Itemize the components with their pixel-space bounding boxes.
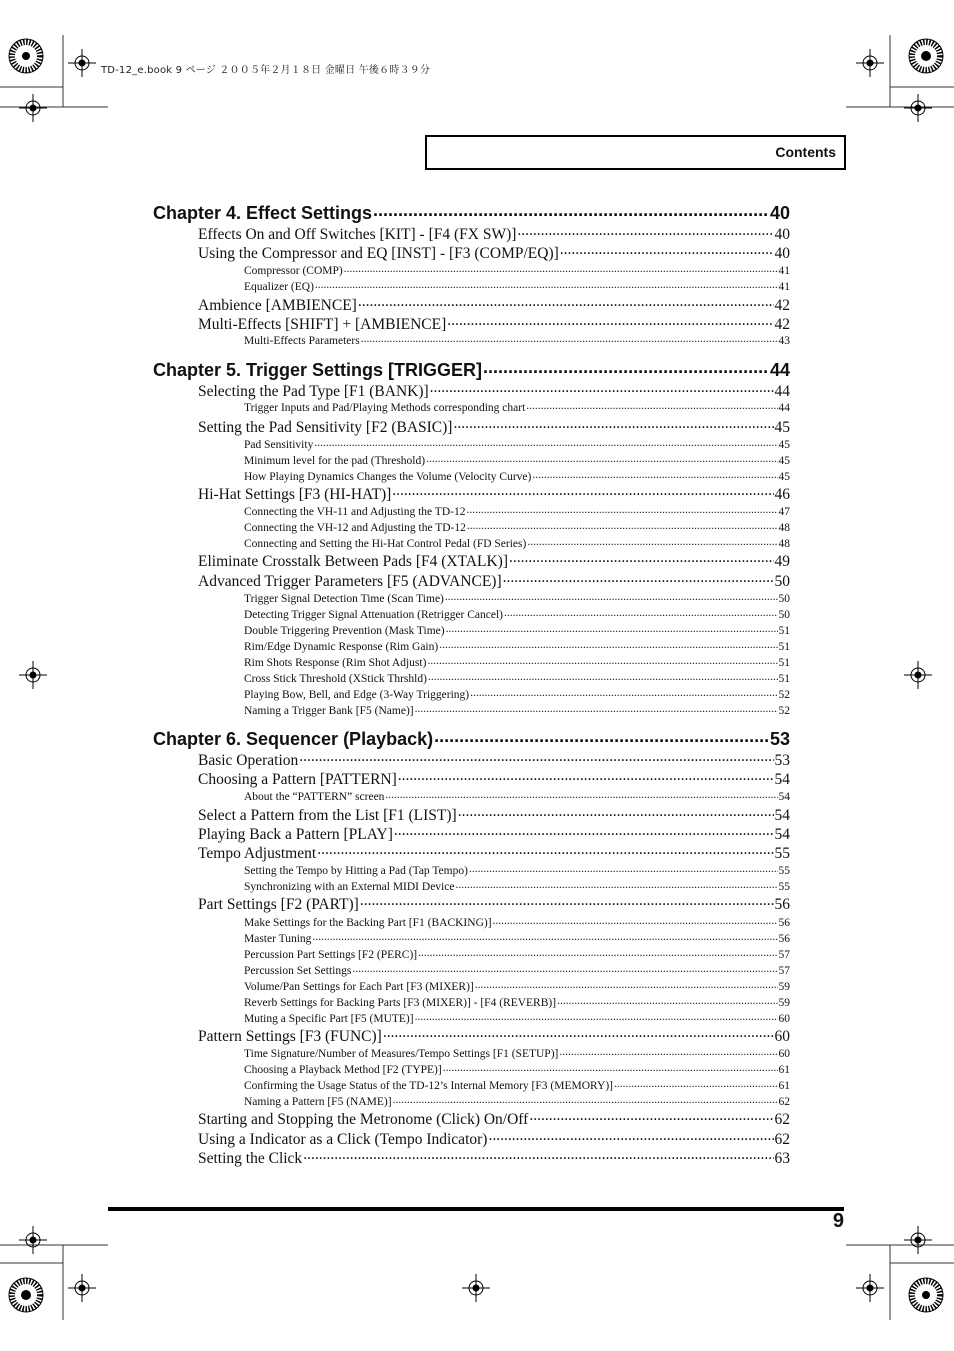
toc-subsection[interactable] <box>244 862 790 877</box>
toc-subsection[interactable] <box>244 1010 790 1025</box>
toc-dot-leader <box>373 201 769 219</box>
toc-entry-title: Using the Compressor and EQ [INST] - [F3 (COMP/EQ)] <box>198 244 559 262</box>
toc-entry-page: 59 <box>778 980 790 993</box>
toc-dot-leader <box>488 1128 773 1144</box>
toc-section[interactable] <box>198 570 790 591</box>
toc-section[interactable] <box>198 242 790 263</box>
toc-entry-page: 54 <box>774 825 790 843</box>
toc-subsection[interactable] <box>244 399 790 414</box>
toc-subsection[interactable] <box>244 978 790 993</box>
toc-entry-page: 62 <box>774 1130 790 1148</box>
toc-entry-title: Basic Operation <box>198 751 299 769</box>
toc-dot-leader <box>315 278 778 290</box>
toc-dot-leader <box>427 654 777 666</box>
toc-entry-title: Setting the Pad Sensitivity [F2 (BASIC)] <box>198 418 453 436</box>
toc-subsection[interactable] <box>244 1045 790 1060</box>
toc-subsection[interactable] <box>244 686 790 701</box>
toc-entry-page: 54 <box>774 806 790 824</box>
toc-dot-leader <box>352 962 777 974</box>
toc-subsection[interactable] <box>244 332 790 347</box>
toc-section[interactable] <box>198 768 790 789</box>
toc-dot-leader <box>527 535 777 547</box>
toc-entry-page: 42 <box>774 296 790 314</box>
toc-entry-page: 60 <box>778 1047 790 1060</box>
toc-dot-leader <box>509 550 774 566</box>
toc-entry-title: Equalizer (EQ) <box>244 280 314 293</box>
toc-entry-title: Synchronizing with an External MIDI Device <box>244 880 455 893</box>
toc-entry-title: Detecting Trigger Signal Attenuation (Retrigger Cancel) <box>244 608 504 621</box>
toc-dot-leader <box>317 842 773 858</box>
toc-entry-title: Minimum level for the pad (Threshold) <box>244 454 426 467</box>
toc-section[interactable] <box>198 313 790 334</box>
toc-entry-page: 63 <box>774 1149 790 1167</box>
toc-subsection[interactable] <box>244 962 790 977</box>
toc-dot-leader <box>312 930 777 942</box>
toc-entry-title: Part Settings [F2 (PART)] <box>198 895 359 913</box>
toc-dot-leader <box>469 862 778 874</box>
toc-section[interactable] <box>198 380 790 401</box>
toc-dot-leader <box>614 1077 777 1089</box>
sunburst-mark-top-right <box>909 39 943 73</box>
toc-entry-title: How Playing Dynamics Changes the Volume (Velocity Curve) <box>244 470 532 483</box>
toc-entry-page: 53 <box>769 729 790 749</box>
toc-section[interactable] <box>198 1128 790 1149</box>
toc-dot-leader <box>445 590 778 602</box>
toc-dot-leader <box>455 878 777 890</box>
toc-entry-page: 44 <box>778 401 790 414</box>
toc-entry-page: 41 <box>778 264 790 277</box>
toc-subsection[interactable] <box>244 262 790 277</box>
toc-entry-page: 40 <box>774 225 790 243</box>
toc-dot-leader <box>557 994 777 1006</box>
toc-subsection[interactable] <box>244 468 790 483</box>
toc-dot-leader <box>393 1093 778 1105</box>
section-title: Contents <box>775 144 836 160</box>
toc-section[interactable] <box>198 823 790 844</box>
toc-dot-leader <box>426 452 777 464</box>
toc-dot-leader <box>434 727 769 745</box>
toc-entry-title: Starting and Stopping the Metronome (Click) On/Off <box>198 1110 529 1128</box>
toc-entry-title: Setting the Click <box>198 1149 303 1167</box>
toc-section[interactable] <box>198 223 790 244</box>
toc-entry-page: 57 <box>778 948 790 961</box>
toc-subsection[interactable] <box>244 930 790 945</box>
toc-dot-leader <box>430 380 774 396</box>
toc-section[interactable] <box>198 749 790 770</box>
toc-dot-leader <box>358 294 774 310</box>
toc-dot-leader <box>394 823 774 839</box>
toc-entry-page: 62 <box>774 1110 790 1128</box>
toc-entry-title: Connecting the VH-12 and Adjusting the TD-12 <box>244 521 466 534</box>
toc-dot-leader <box>428 670 778 682</box>
toc-subsection[interactable] <box>244 914 790 929</box>
toc-entry-title: Percussion Part Settings [F2 (PERC)] <box>244 948 418 961</box>
toc-subsection[interactable] <box>244 1077 790 1092</box>
toc-entry-page: 52 <box>778 688 790 701</box>
toc-entry-page: 54 <box>778 790 790 803</box>
toc-entry-page: 41 <box>778 280 790 293</box>
toc-entry-title: Pattern Settings [F3 (FUNC)] <box>198 1027 382 1045</box>
toc-dot-leader <box>383 1025 774 1041</box>
toc-entry-title: Naming a Pattern [F5 (NAME)] <box>244 1095 392 1108</box>
toc-entry-title: Setting the Tempo by Hitting a Pad (Tap Tempo) <box>244 864 468 877</box>
toc-entry-page: 54 <box>774 770 790 788</box>
sunburst-mark-top-left <box>9 39 43 73</box>
toc-entry-page: 55 <box>774 844 790 862</box>
toc-dot-leader <box>303 1147 773 1163</box>
toc-dot-leader <box>418 946 777 958</box>
toc-entry-title: Choosing a Pattern [PATTERN] <box>198 770 397 788</box>
toc-entry-title: Advanced Trigger Parameters [F5 (ADVANCE)] <box>198 572 502 590</box>
toc-subsection[interactable] <box>244 436 790 451</box>
toc-entry-title: Chapter 4. Effect Settings <box>153 203 373 223</box>
toc-subsection[interactable] <box>244 994 790 1009</box>
toc-entry-title: Chapter 5. Trigger Settings [TRIGGER] <box>153 360 483 380</box>
toc-entry-page: 51 <box>778 656 790 669</box>
toc-entry-page: 51 <box>778 624 790 637</box>
toc-dot-leader <box>392 483 773 499</box>
toc-entry-title: Trigger Inputs and Pad/Playing Methods corresponding chart <box>244 401 526 414</box>
toc-dot-leader <box>483 358 769 376</box>
toc-dot-leader <box>559 1045 777 1057</box>
toc-entry-page: 62 <box>778 1095 790 1108</box>
toc-dot-leader <box>458 804 774 820</box>
toc-section[interactable] <box>198 1147 790 1168</box>
toc-dot-leader <box>526 399 777 411</box>
toc-subsection[interactable] <box>244 503 790 518</box>
sunburst-mark-bottom-left <box>9 1278 43 1312</box>
toc-dot-leader <box>447 313 773 329</box>
toc-dot-leader <box>529 1108 773 1124</box>
toc-entry-title: Double Triggering Prevention (Mask Time) <box>244 624 445 637</box>
toc-entry-page: 51 <box>778 672 790 685</box>
toc-section[interactable] <box>198 416 790 437</box>
toc-dot-leader <box>446 622 778 634</box>
toc-entry-title: Using a Indicator as a Click (Tempo Indicator) <box>198 1130 488 1148</box>
toc-dot-leader <box>443 1061 778 1073</box>
toc-entry-title: Multi-Effects Parameters <box>244 334 360 347</box>
toc-entry-title: Playing Back a Pattern [PLAY] <box>198 825 393 843</box>
toc-entry-title: Connecting and Setting the Hi-Hat Control Pedal (FD Series) <box>244 537 527 550</box>
toc-subsection[interactable] <box>244 590 790 605</box>
toc-entry-title: Cross Stick Threshold (XStick Thrshld) <box>244 672 427 685</box>
toc-subsection[interactable] <box>244 702 790 717</box>
toc-dot-leader <box>360 893 774 909</box>
toc-entry-title: Master Tuning <box>244 932 312 945</box>
page-number: 9 <box>832 1210 844 1232</box>
toc-entry-title: Choosing a Playback Method [F2 (TYPE)] <box>244 1063 442 1076</box>
toc-chapter[interactable] <box>153 201 790 224</box>
toc-entry-page: 50 <box>774 572 790 590</box>
toc-dot-leader <box>299 749 773 765</box>
toc-dot-leader <box>467 519 778 531</box>
toc-entry-page: 49 <box>774 552 790 570</box>
toc-entry-title: Make Settings for the Backing Part [F1 (BACKING)] <box>244 916 492 929</box>
toc-section[interactable] <box>198 1025 790 1046</box>
toc-entry-page: 45 <box>774 418 790 436</box>
toc-subsection[interactable] <box>244 1061 790 1076</box>
toc-entry-page: 46 <box>774 485 790 503</box>
toc-subsection[interactable] <box>244 878 790 893</box>
toc-entry-page: 50 <box>778 592 790 605</box>
toc-entry-title: About the “PATTERN” screen <box>244 790 385 803</box>
toc-section[interactable] <box>198 842 790 863</box>
toc-entry-title: Eliminate Crosstalk Between Pads [F4 (XTALK)] <box>198 552 508 570</box>
toc-entry-page: 45 <box>778 454 790 467</box>
toc-subsection[interactable] <box>244 519 790 534</box>
toc-entry-title: Muting a Specific Part [F5 (MUTE)] <box>244 1012 414 1025</box>
toc-entry-title: Connecting the VH-11 and Adjusting the TD-12 <box>244 505 466 518</box>
toc-subsection[interactable] <box>244 638 790 653</box>
toc-entry-page: 56 <box>778 916 790 929</box>
toc-entry-title: Multi-Effects [SHIFT] + [AMBIENCE] <box>198 315 447 333</box>
toc-entry-page: 45 <box>778 438 790 451</box>
toc-subsection[interactable] <box>244 606 790 621</box>
toc-dot-leader <box>453 416 773 432</box>
toc-dot-leader <box>398 768 774 784</box>
toc-chapter[interactable] <box>153 727 790 750</box>
toc-section[interactable] <box>198 893 790 914</box>
toc-subsection[interactable] <box>244 788 790 803</box>
toc-entry-title: Rim/Edge Dynamic Response (Rim Gain) <box>244 640 439 653</box>
toc-entry-title: Pad Sensitivity <box>244 438 314 451</box>
toc-entry-page: 44 <box>769 360 790 380</box>
toc-entry-page: 59 <box>778 996 790 1009</box>
toc-dot-leader <box>439 638 777 650</box>
toc-dot-leader <box>415 1010 778 1022</box>
toc-entry-page: 51 <box>778 640 790 653</box>
toc-entry-page: 48 <box>778 521 790 534</box>
toc-subsection[interactable] <box>244 535 790 550</box>
toc-entry-title: Compressor (COMP) <box>244 264 343 277</box>
toc-entry-title: Hi-Hat Settings [F3 (HI-HAT)] <box>198 485 392 503</box>
toc-entry-page: 60 <box>774 1027 790 1045</box>
toc-entry-page: 56 <box>778 932 790 945</box>
toc-entry-page: 40 <box>769 203 790 223</box>
toc-dot-leader <box>415 702 778 714</box>
toc-dot-leader <box>385 788 777 800</box>
toc-entry-title: Tempo Adjustment <box>198 844 317 862</box>
toc-chapter[interactable] <box>153 358 790 381</box>
toc-entry-title: Ambience [AMBIENCE] <box>198 296 357 314</box>
section-title-box <box>425 135 846 170</box>
toc-entry-page: 55 <box>778 880 790 893</box>
toc-entry-title: Volume/Pan Settings for Each Part [F3 (MIXER)] <box>244 980 474 993</box>
toc-entry-page: 57 <box>778 964 790 977</box>
toc-dot-leader <box>361 332 778 344</box>
toc-dot-leader <box>504 606 777 618</box>
toc-entry-page: 50 <box>778 608 790 621</box>
toc-entry-title: Naming a Trigger Bank [F5 (Name)] <box>244 704 414 717</box>
toc-subsection[interactable] <box>244 654 790 669</box>
toc-entry-title: Trigger Signal Detection Time (Scan Time) <box>244 592 444 605</box>
toc-entry-page: 42 <box>774 315 790 333</box>
toc-entry-page: 53 <box>774 751 790 769</box>
toc-dot-leader <box>503 570 774 586</box>
toc-entry-page: 45 <box>778 470 790 483</box>
toc-entry-page: 55 <box>778 864 790 877</box>
toc-entry-title: Time Signature/Number of Measures/Tempo Settings [F1 (SETUP)] <box>244 1047 559 1060</box>
toc-entry-title: Effects On and Off Switches [KIT] - [F4 (FX SW)] <box>198 225 517 243</box>
toc-dot-leader <box>344 262 778 274</box>
toc-entry-page: 60 <box>778 1012 790 1025</box>
toc-entry-page: 40 <box>774 244 790 262</box>
toc-dot-leader <box>517 223 773 239</box>
toc-entry-title: Rim Shots Response (Rim Shot Adjust) <box>244 656 427 669</box>
toc-entry-page: 61 <box>778 1063 790 1076</box>
toc-entry-page: 47 <box>778 505 790 518</box>
toc-section[interactable] <box>198 804 790 825</box>
toc-subsection[interactable] <box>244 1093 790 1108</box>
toc-entry-page: 43 <box>778 334 790 347</box>
toc-section[interactable] <box>198 483 790 504</box>
toc-dot-leader <box>493 914 778 926</box>
toc-subsection[interactable] <box>244 452 790 467</box>
toc-entry-page: 52 <box>778 704 790 717</box>
toc-subsection[interactable] <box>244 670 790 685</box>
toc-entry-title: Chapter 6. Sequencer (Playback) <box>153 729 434 749</box>
toc-dot-leader <box>560 242 774 258</box>
sunburst-mark-bottom-right <box>909 1278 943 1312</box>
toc-dot-leader <box>532 468 777 480</box>
footer-rule <box>108 1207 844 1211</box>
toc-entry-title: Reverb Settings for Backing Parts [F3 (MIXER)] - [F4 (REVERB)] <box>244 996 557 1009</box>
toc-entry-title: Selecting the Pad Type [F1 (BANK)] <box>198 382 429 400</box>
toc-section[interactable] <box>198 1108 790 1129</box>
toc-entry-title: Select a Pattern from the List [F1 (LIST)] <box>198 806 457 824</box>
toc-dot-leader <box>475 978 778 990</box>
toc-dot-leader <box>314 436 777 448</box>
toc-entry-title: Percussion Set Settings <box>244 964 352 977</box>
toc-entry-page: 44 <box>774 382 790 400</box>
toc-dot-leader <box>470 686 777 698</box>
toc-entry-page: 48 <box>778 537 790 550</box>
toc-entry-title: Confirming the Usage Status of the TD-12’s Internal Memory [F3 (MEMORY)] <box>244 1079 614 1092</box>
toc-dot-leader <box>466 503 777 515</box>
toc-entry-title: Playing Bow, Bell, and Edge (3-Way Triggering) <box>244 688 470 701</box>
toc-section[interactable] <box>198 550 790 571</box>
toc-subsection[interactable] <box>244 946 790 961</box>
toc-section[interactable] <box>198 294 790 315</box>
print-header: TD-12_e.book 9 ページ ２００５年２月１８日 金曜日 午後６時３９分 <box>101 65 431 76</box>
toc-entry-page: 61 <box>778 1079 790 1092</box>
toc-subsection[interactable] <box>244 622 790 637</box>
toc-subsection[interactable] <box>244 278 790 293</box>
toc-entry-page: 56 <box>774 895 790 913</box>
